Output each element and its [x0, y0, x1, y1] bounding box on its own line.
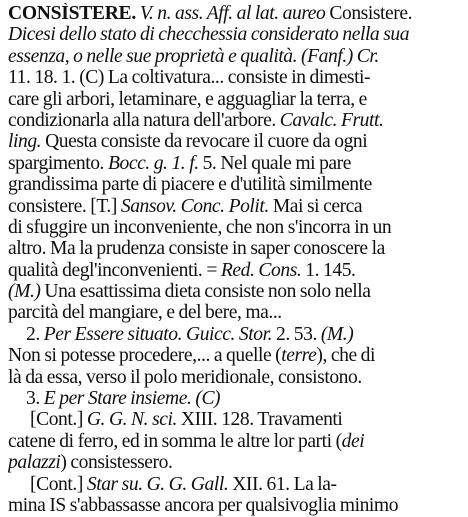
entry-line [8, 131, 462, 152]
italic-text: palazzi [8, 452, 61, 474]
text-segment: condizionarla alla natura dell'arbore. [8, 109, 280, 131]
text-segment: mina IS s'abbassasse ancora per qualsivoglia minimo [8, 494, 399, 516]
text-segment: Mai si cerca [268, 195, 363, 217]
text-segment: Una esattissima dieta consiste non solo nella [40, 281, 371, 303]
entry-line [8, 153, 462, 174]
headword: CONSÌSTERE. [8, 3, 136, 24]
text-segment: ) consistessero. [60, 452, 173, 474]
text-segment: XIII. 128. Travamenti [176, 409, 343, 431]
text-segment: altro. Ma la prudenza consiste in saper conoscere la [8, 238, 385, 260]
text-segment: Questa consiste da revocare il cuore da ogni [41, 131, 368, 153]
text-segment: [Cont.] [30, 473, 87, 495]
text-segment: di sfuggire un inconveniente, che non s'incorra in un [8, 216, 392, 238]
entry-line [8, 345, 462, 366]
dictionary-entry [8, 3, 462, 516]
entry-line [8, 302, 462, 323]
text-segment: 2. 53. [272, 323, 321, 345]
entry-line [8, 281, 462, 302]
italic-text: Sansov. Conc. Polit. [120, 195, 269, 217]
text-segment: 5. Nel quale mi pare [198, 152, 351, 174]
italic-text: (M.) [320, 323, 354, 345]
italic-text: dei [341, 430, 365, 452]
entry-line [8, 24, 462, 45]
text-segment: [Cont.] [30, 409, 87, 431]
italic-text: V. n. ass. Aff. al lat. aureo [135, 3, 330, 24]
text-segment: Consistere. [329, 3, 413, 24]
entry-line [8, 474, 462, 495]
italic-text: E per Stare insieme. (C) [43, 388, 221, 410]
text-segment: catene di ferro, ed in somma le altre lor parti ( [8, 430, 342, 452]
entry-line [8, 238, 462, 259]
text-segment: 11. 18. 1. (C) La coltivatura... consiste in dimesti- [8, 67, 371, 89]
italic-text: (M.) [8, 281, 41, 303]
text-segment: parcità del mangiare, e del bere, ma... [8, 302, 282, 324]
text-segment: ), che di [316, 345, 375, 367]
text-segment: grandissima parte di piacere e d'utilità similmente [8, 174, 372, 196]
italic-text: G. G. N. sci. [86, 409, 177, 431]
entry-line [8, 46, 462, 67]
text-segment: XII. 61. La la- [228, 473, 337, 495]
italic-text: Red. Cons. [220, 259, 302, 281]
italic-text: Cavalc. Frutt. [279, 109, 384, 131]
text-segment: là da essa, verso il polo meridionale, consistono. [8, 366, 362, 388]
italic-text: Star su. G. G. Gall. [86, 473, 229, 495]
italic-text: Per Essere situato. Guicc. Stor. [43, 323, 273, 345]
italic-text: terre [281, 345, 317, 367]
text-segment: Non si potesse procedere,... a quelle ( [8, 345, 282, 367]
italic-text: ling. [8, 131, 42, 153]
entry-line [8, 431, 462, 452]
text-segment: 3. [26, 388, 44, 410]
entry-line [8, 367, 462, 388]
text-segment: spargimento. [8, 152, 108, 174]
entry-line [8, 324, 462, 345]
entry-line [8, 3, 462, 24]
entry-line [8, 196, 462, 217]
entry-line [8, 260, 462, 281]
entry-line [8, 174, 462, 195]
text-segment: 1. 145. [301, 259, 356, 281]
entry-line [8, 388, 462, 409]
entry-line [8, 110, 462, 131]
entry-line [8, 67, 462, 88]
text-segment: consistere. [T.] [8, 195, 121, 217]
italic-text: Bocc. g. 1. f. [107, 152, 199, 174]
entry-line [8, 89, 462, 110]
italic-text: essenza, o nelle sue proprietà e qualità. (Fanf.) Cr. [8, 45, 379, 67]
italic-text: Dicesi dello stato di checchessia considerato nella sua [8, 24, 410, 46]
text-segment: care gli arbori, letaminare, e agguagliar la terra, e [8, 88, 367, 110]
text-segment: 2. [26, 323, 44, 345]
entry-line [8, 495, 462, 516]
entry-line [8, 217, 462, 238]
entry-line [8, 409, 462, 430]
text-segment: qualità degl'inconvenienti. = [8, 259, 221, 281]
entry-line [8, 452, 462, 473]
